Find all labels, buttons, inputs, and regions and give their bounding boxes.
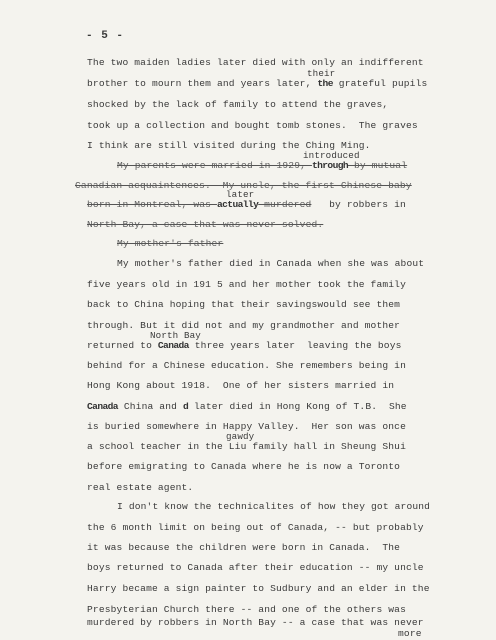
text-segment: through. But it did not and my grandmother and mother <box>87 320 401 331</box>
struck-segment: by mutual <box>348 160 408 171</box>
text-line <box>87 380 394 391</box>
text-segment: real estate agent. <box>87 482 194 493</box>
text-line <box>87 441 406 452</box>
text-segment: more <box>398 628 422 639</box>
text-segment: back to China hoping that their savingswould see them <box>87 299 401 310</box>
struck-segment: Canadian acquaintences. My uncle, the first Chinese baby <box>75 180 412 191</box>
text-segment: behind for a Chinese education. She remembers being in <box>87 360 406 371</box>
text-line <box>87 299 400 310</box>
text-segment: their <box>307 68 336 79</box>
overtyped-word: actually <box>216 199 259 210</box>
overtyped-word: through <box>311 160 349 171</box>
text-segment: by robbers in <box>311 199 406 210</box>
text-line <box>87 279 406 290</box>
text-segment: before emigrating to Canada where he is now a Toronto <box>87 461 401 472</box>
text-line <box>87 482 193 493</box>
text-segment: The two maiden ladies later died with only an indifferent <box>87 57 424 68</box>
text-line <box>87 461 400 472</box>
text-line <box>87 401 407 412</box>
struck-segment: murdered <box>258 199 312 210</box>
text-line <box>117 501 430 512</box>
text-line <box>87 340 402 351</box>
struck-heading <box>117 238 223 249</box>
text-segment: three years later leaving the boys <box>188 340 402 351</box>
struck-segment: My mother's father <box>117 238 224 249</box>
text-segment: North Bay <box>150 330 201 341</box>
text-line <box>117 258 424 269</box>
text-segment: boys returned to Canada after their education -- my uncle <box>87 562 424 573</box>
struck-segment: My parents were married in 1929, <box>117 160 312 171</box>
text-segment: I think are still visited during the Ching Ming. <box>87 140 371 151</box>
text-segment: shocked by the lack of family to attend the graves, <box>87 99 389 110</box>
text-line <box>87 562 424 573</box>
text-line <box>87 120 418 131</box>
text-segment: murdered by robbers in North Bay -- a case that was never <box>87 617 424 628</box>
overtyped-word: Canada <box>87 401 118 412</box>
page-number: - 5 - <box>86 30 125 42</box>
overtyped-word: Canada <box>157 340 189 351</box>
text-line <box>87 99 388 110</box>
struck-segment: North Bay, a case that was never solved. <box>87 219 324 230</box>
text-segment: Hong Kong about 1918. One of her sisters married in <box>87 380 395 391</box>
struck-segment: born in Montreal, was <box>87 199 217 210</box>
text-segment: brother to mourn them and years later, <box>87 78 318 89</box>
text-segment: a school teacher in the Liu family hall in Sheung Shui <box>87 441 406 452</box>
text-line <box>87 199 406 210</box>
text-line <box>87 78 427 89</box>
text-segment: returned to <box>87 340 158 351</box>
overtyped-word: the <box>317 78 333 89</box>
text-line <box>87 604 406 615</box>
overtyped-word: d <box>182 401 189 412</box>
text-line <box>87 522 424 533</box>
text-line <box>87 360 406 371</box>
text-line <box>87 320 400 331</box>
text-segment: China and <box>117 401 183 412</box>
text-segment: Presbyterian Church there -- and one of the others was <box>87 604 406 615</box>
text-line <box>87 57 424 68</box>
struck-text-line <box>117 160 407 171</box>
text-segment: introduced <box>303 150 360 161</box>
text-segment: it was because the children were born in Canada. The <box>87 542 401 553</box>
struck-text-line <box>87 219 323 230</box>
text-segment: gawdy <box>226 431 255 442</box>
text-segment: later <box>226 189 255 200</box>
text-segment: five years old in 191 5 and her mother took the family <box>87 279 406 290</box>
text-line <box>87 542 400 553</box>
text-segment: Harry became a sign painter to Sudbury and an elder in the <box>87 583 430 594</box>
continuation-note <box>398 628 422 639</box>
text-segment: later died in Hong Kong of T.B. She <box>188 401 407 412</box>
text-segment: grateful pupils <box>332 78 428 89</box>
text-segment: is buried somewhere in Happy Valley. Her son was once <box>87 421 406 432</box>
text-line <box>87 583 430 594</box>
text-line <box>87 617 424 628</box>
text-segment: I don't know the technicalites of how they got around <box>117 501 431 512</box>
text-segment: My mother's father died in Canada when she was about <box>117 258 425 269</box>
text-segment: the 6 month limit on being out of Canada, -- but probably <box>87 522 424 533</box>
text-segment: took up a collection and bought tomb stones. The graves <box>87 120 418 131</box>
